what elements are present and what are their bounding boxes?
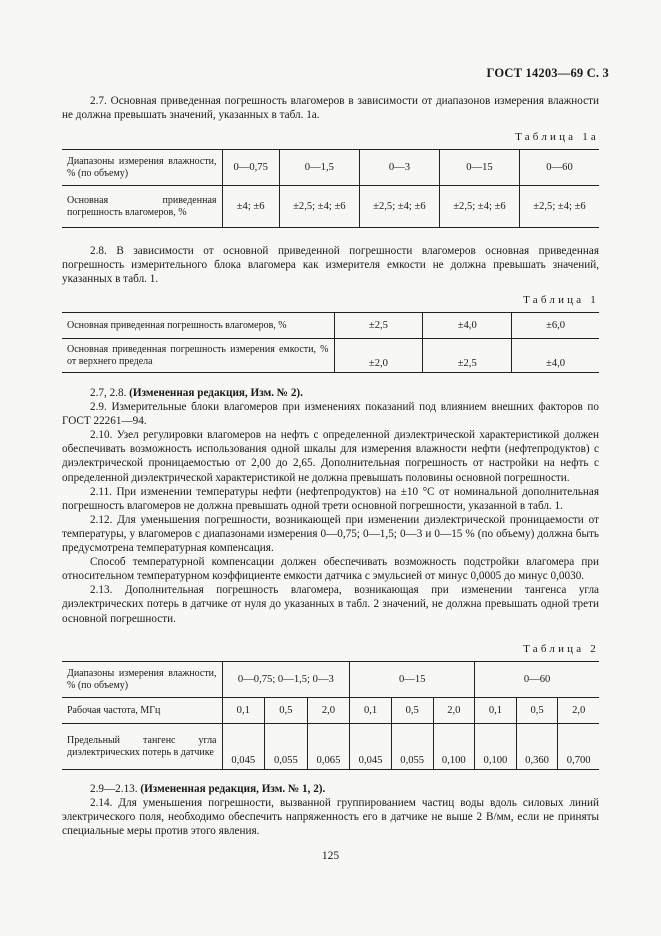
paragraph-2-12: 2.12. Для уменьшения погрешности, возникающей при изменении диэлектрической проницаемости от температуры, у влагомеров с диапазонами измерения 0—0,75; 0—1,5; 0—3 и 0—15 % (по объему) должна быть предусмотрена температурная компенсация. <box>62 513 599 555</box>
table-cell: 0—0,75 <box>222 150 279 186</box>
table-cell: ±2,5; ±4; ±6 <box>359 186 439 228</box>
table-cell: Рабочая частота, МГц <box>62 698 222 724</box>
table-cell: ±4,0 <box>423 313 512 339</box>
table-cell: 0,5 <box>516 698 558 724</box>
table-cell: ±2,5 <box>334 313 423 339</box>
table-cell: 0—15 <box>439 150 519 186</box>
table-row <box>62 724 599 770</box>
table-cell: 0,360 <box>516 724 558 770</box>
page-header: ГОСТ 14203—69 С. 3 <box>486 66 609 80</box>
table-cell: Основная приведенная погрешность влагомеров, % <box>62 313 334 339</box>
table-cell: 0,1 <box>350 698 392 724</box>
table-cell: ±2,5; ±4; ±6 <box>439 186 519 228</box>
paragraph-2-11: 2.11. При изменении температуры нефти (нефтепродуктов) на ±10 °С от номинальной дополнительная погрешность влагомеров не должна превышать одной трети основной погрешности, указанной в табл. 1. <box>62 485 599 512</box>
table-cell: Предельный тангенс угла диэлектрических потерь в датчике <box>62 724 222 770</box>
table-cell: ±2,0 <box>334 339 423 373</box>
table-cell: 0,5 <box>265 698 308 724</box>
table-cell: ±2,5 <box>423 339 512 373</box>
table-cell: 0,700 <box>558 724 599 770</box>
table-2-caption: Таблица 2 <box>523 643 599 655</box>
table-1 <box>62 312 599 373</box>
table-cell: 0—1,5 <box>279 150 359 186</box>
table-cell: 0—60 <box>475 662 599 698</box>
table-cell: 0—3 <box>359 150 439 186</box>
paragraph-2-12-b: Способ температурной компенсации должен обеспечивать возможность подстройки влагомера при относительном температурном коэффициенте емкости датчика с эмульсией от минус 0,0005 до минус 0,0030. <box>62 556 599 583</box>
table-cell: 2,0 <box>307 698 350 724</box>
table-cell: ±2,5; ±4; ±6 <box>520 186 600 228</box>
table-cell: 0,100 <box>433 724 475 770</box>
table-cell: ±2,5; ±4; ±6 <box>279 186 359 228</box>
table-row <box>62 662 599 698</box>
table-cell: ±4,0 <box>512 339 599 373</box>
paragraph-2-7: 2.7. Основная приведенная погрешность влагомеров в зависимости от диапазонов измерения влажности не должна превышать значений, указанных в табл. 1а. <box>62 95 599 122</box>
table-cell: 0,055 <box>265 724 308 770</box>
table-cell: 0—0,75; 0—1,5; 0—3 <box>222 662 350 698</box>
table-cell: Диапазоны измерения влажности, % (по объему) <box>62 150 222 186</box>
edit-note-1: 2.7, 2.8. (Измененная редакция, Изм. № 2). <box>90 387 303 399</box>
table-cell: 0—60 <box>520 150 600 186</box>
table-cell: 0—15 <box>350 662 475 698</box>
table-row <box>62 150 599 186</box>
table-row <box>62 339 599 373</box>
table-cell: ±6,0 <box>512 313 599 339</box>
table-cell: 0,1 <box>222 698 265 724</box>
paragraph-2-10: 2.10. Узел регулировки влагомеров на нефть с определенной диэлектрической характеристикой должен обеспечивать возможность использования одной шкалы для измерения влажности нефти (нефтепродуктов) с диэлектрической проницаемостью от 2,00 до 2,65. Дополнительная погрешность от настройки на нефть с определенной диэлектрической характеристикой не должна превышать половины основной погрешности. <box>62 429 599 484</box>
table-cell: 0,5 <box>391 698 433 724</box>
table-cell: ±4; ±6 <box>222 186 279 228</box>
table-row <box>62 698 599 724</box>
table-cell: 0,045 <box>222 724 265 770</box>
table-1-caption: Таблица 1 <box>523 294 599 306</box>
paragraph-2-14: 2.14. Для уменьшения погрешности, вызванной группированием частиц воды вдоль силовых линий электрического поля, необходимо обеспечить напряженность его в датчике не выше 2 В/мм, если не приняты специальные меры против этого явления. <box>62 797 599 838</box>
table-cell: 0,045 <box>350 724 392 770</box>
table-cell: Основная приведенная погрешность влагомеров, % <box>62 186 222 228</box>
table-cell: Диапазоны измерения влажности, % (по объему) <box>62 662 222 698</box>
table-cell: 0,065 <box>307 724 350 770</box>
page-number: 125 <box>321 850 340 862</box>
body-text-block-2 <box>62 782 599 838</box>
table-cell: Основная приведенная погрешность измерения емкости, % от верхнего предела <box>62 339 334 373</box>
table-cell: 2,0 <box>433 698 475 724</box>
table-cell: 0,100 <box>475 724 517 770</box>
body-text-block <box>62 386 599 626</box>
paragraph-2-8: 2.8. В зависимости от основной приведенной погрешности влагомеров основная приведенная погрешность измерительного блока влагомера как измерителя емкости не должна превышать значений, указанных в табл. 1. <box>62 245 599 286</box>
table-row <box>62 186 599 228</box>
table-cell: 0,1 <box>475 698 517 724</box>
table-1a-caption: Таблица 1а <box>515 131 599 143</box>
paragraph-2-9: 2.9. Измерительные блоки влагомеров при изменениях показаний под влиянием внешних факторов по ГОСТ 22261—94. <box>62 401 599 428</box>
table-1a <box>62 149 599 228</box>
edit-note-2: 2.9—2.13. (Измененная редакция, Изм. № 1, 2). <box>90 783 326 795</box>
table-row <box>62 313 599 339</box>
table-cell: 2,0 <box>558 698 599 724</box>
table-2 <box>62 661 599 770</box>
table-cell: 0,055 <box>391 724 433 770</box>
paragraph-2-13: 2.13. Дополнительная погрешность влагомера, возникающая при изменении тангенса угла диэлектрических потерь в датчике от нуля до указанных в табл. 2 значений, не должна превышать одной трети основной погрешности. <box>62 584 599 625</box>
